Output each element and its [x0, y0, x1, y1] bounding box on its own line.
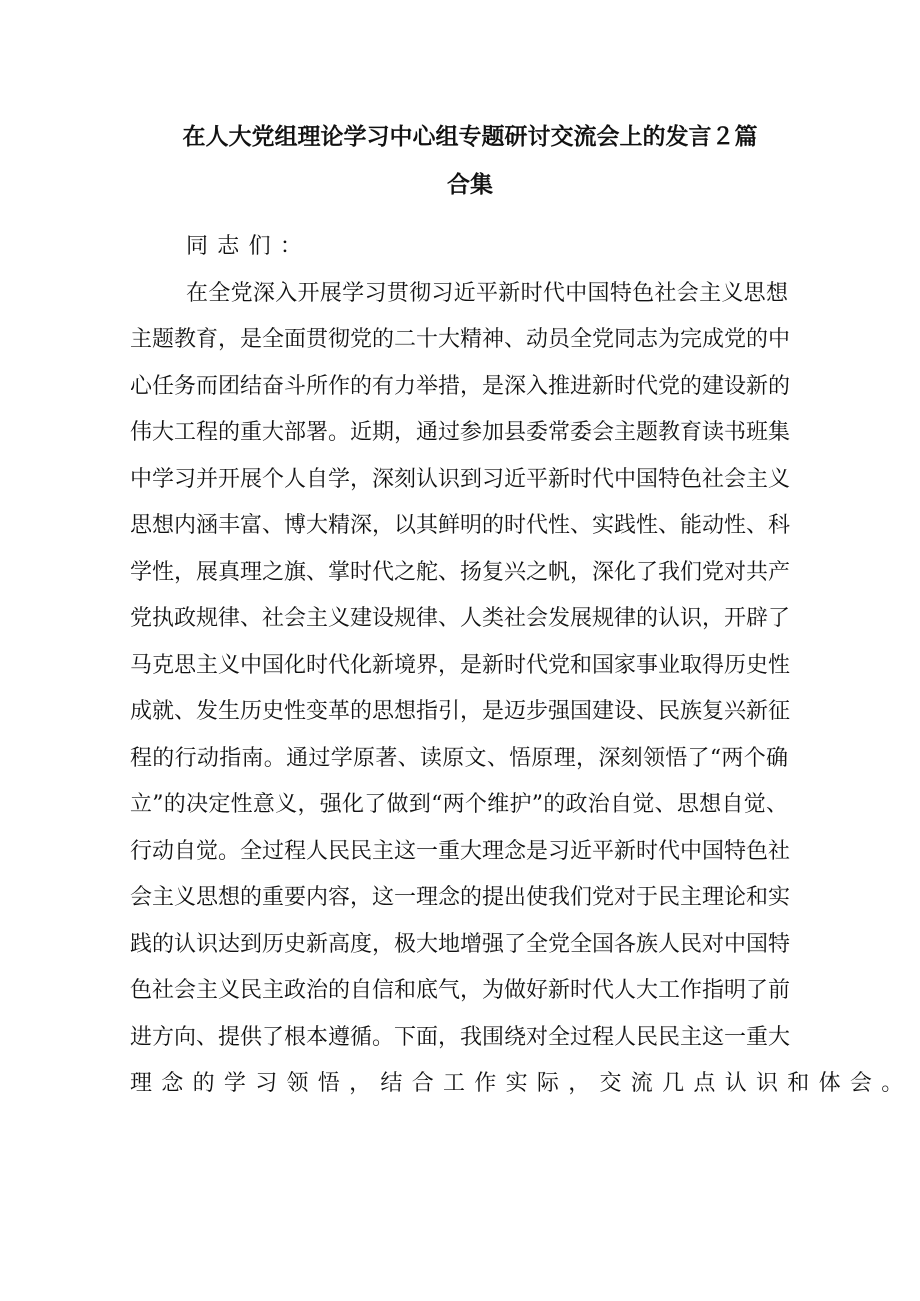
paragraph-line: 在全党深入开展学习贯彻习近平新时代中国特色社会主义思想	[186, 280, 788, 306]
paragraph-line: 思想内涵丰富、博大精深，以其鲜明的时代性、实践性、能动性、科	[130, 513, 791, 538]
paragraph-line: 进方向、提供了根本遵循。下面，我围绕对全过程人民民主这一重大	[130, 1024, 791, 1050]
paragraph-line: 理念的学习领悟，结合工作实际，交流几点认识和体会。	[130, 1071, 913, 1096]
paragraph-line: 践的认识达到历史新高度，极大地增强了全党全国各族人民对中国特	[130, 931, 791, 957]
paragraph-line: 色社会主义民主政治的自信和底气，为做好新时代人大工作指明了前	[130, 978, 791, 1003]
paragraph-line: 伟大工程的重大部署。近期，通过参加县委常委会主题教育读书班集	[130, 420, 791, 445]
document-title-line-2: 合集	[447, 172, 493, 198]
paragraph-line: 党执政规律、社会主义建设规律、人类社会发展规律的认识，开辟了	[130, 606, 791, 631]
paragraph-line: 成就、发生历史性变革的思想指引，是迈步强国建设、民族复兴新征	[130, 699, 791, 724]
paragraph-line: 立”的决定性意义，强化了做到“两个维护”的政治自觉、思想自觉、	[130, 792, 788, 817]
paragraph-line: 学性，展真理之旗、掌时代之舵、扬复兴之帆，深化了我们党对共产	[130, 559, 791, 585]
paragraph-line: 主题教育，是全面贯彻党的二十大精神、动员全党同志为完成党的中	[130, 327, 791, 352]
paragraph	[130, 271, 913, 1108]
paragraph-line: 程的行动指南。通过学原著、读原文、悟原理，深刻领悟了“两个确	[130, 745, 788, 771]
paragraph-line: 中学习并开展个人自学，深刻认识到习近平新时代中国特色社会主义	[130, 466, 791, 492]
paragraph-line: 行动自觉。全过程人民民主这一重大理念是习近平新时代中国特色社	[130, 838, 791, 864]
document-title-line-1: 在人大党组理论学习中心组专题研讨交流会上的发言２篇	[182, 124, 758, 150]
salutation: 同志们：	[186, 234, 312, 259]
paragraph-line: 心任务而团结奋斗所作的有力举措，是深入推进新时代党的建设新的	[130, 373, 791, 399]
document-body	[130, 224, 913, 1108]
paragraph-line: 会主义思想的重要内容，这一理念的提出使我们党对于民主理论和实	[130, 885, 791, 910]
paragraph-line: 马克思主义中国化时代化新境界，是新时代党和国家事业取得历史性	[130, 652, 791, 678]
